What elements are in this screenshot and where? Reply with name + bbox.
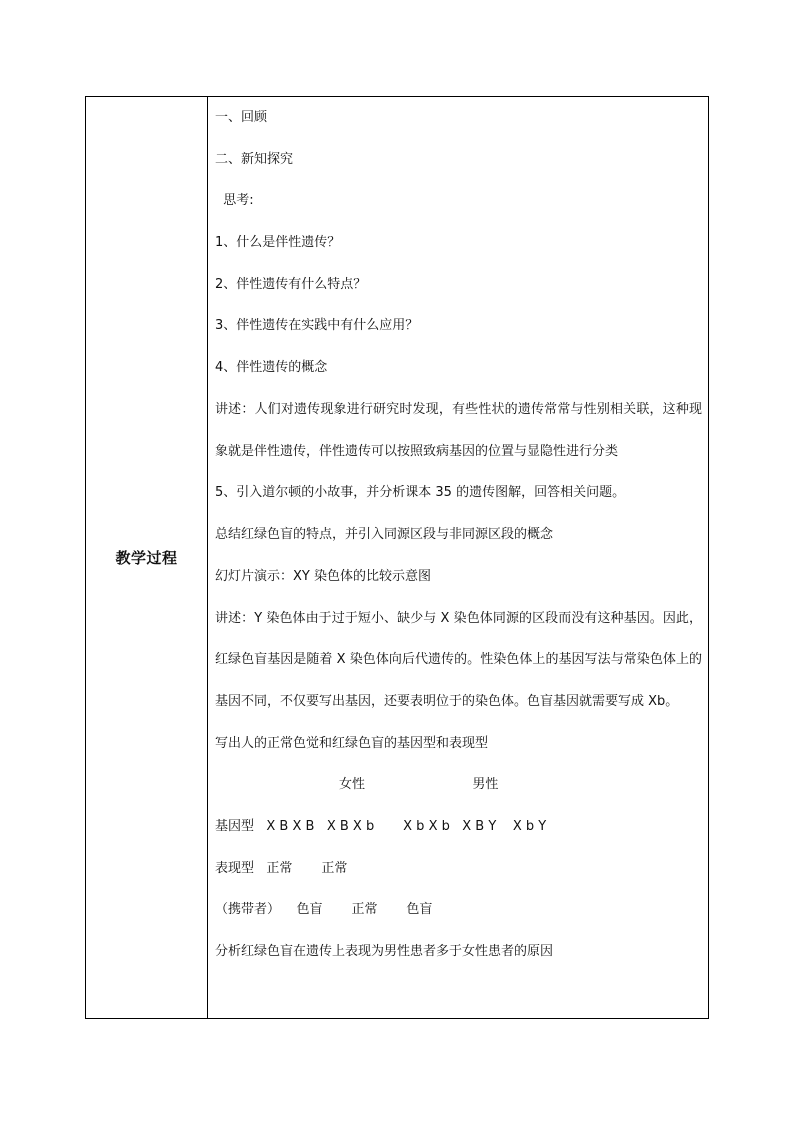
explain-paragraph-1: 讲述：人们对遗传现象进行研究时发现，有些性状的遗传常常与性别相关联，这种现象就是伴性遗传，伴性遗传可以按照致病基因的位置与显隐性进行分类 <box>215 402 702 459</box>
genotype-row: 基因型 X B X B X B X b X b X b X B Y X b Y <box>215 818 547 834</box>
slide-line: 幻灯片演示：XY 染色体的比较示意图 <box>215 568 431 584</box>
explain-paragraph-2: 讲述：Y 染色体由于过于短小、缺少与 X 染色体同源的区段而没有这种基因。因此，红绿色盲基因是随着 X 染色体向后代遗传的。性染色体上的基因写法与常染色体上的基因不同，不仅要写出基因，还要表明位于的染色体。色盲基因就需要写成 Xb。 <box>215 610 702 709</box>
question-4: 4、伴性遗传的概念 <box>215 360 328 376</box>
lesson-table <box>85 96 709 1019</box>
phenotype-row-2: （携带者） 色盲 正常 色盲 <box>215 902 433 918</box>
section-label: 教学过程 <box>115 549 178 567</box>
question-3: 3、伴性遗传在实践中有什么应用？ <box>215 318 419 334</box>
content-cell <box>208 97 708 1018</box>
sex-header: 女性 男性 <box>215 777 499 793</box>
think-label: 思考: <box>215 193 254 209</box>
phenotype-row: 表现型 正常 正常 <box>215 860 348 876</box>
question-1: 1、什么是伴性遗传？ <box>215 235 341 251</box>
item-5: 5、引入道尔顿的小故事，并分析课本 35 的遗传图解，回答相关问题。 <box>215 485 626 501</box>
write-instruction: 写出人的正常色觉和红绿色盲的基因型和表现型 <box>215 735 489 751</box>
summary-line: 总结红绿色盲的特点，并引入同源区段与非同源区段的概念 <box>215 527 554 542</box>
analysis-line: 分析红绿色盲在遗传上表现为男性患者多于女性患者的原因 <box>215 944 554 960</box>
question-2: 2、伴性遗传有什么特点？ <box>215 276 367 292</box>
review-heading: 一、回顾 <box>215 110 268 125</box>
new-knowledge-heading: 二、新知探究 <box>215 151 294 167</box>
label-cell <box>86 97 208 1018</box>
